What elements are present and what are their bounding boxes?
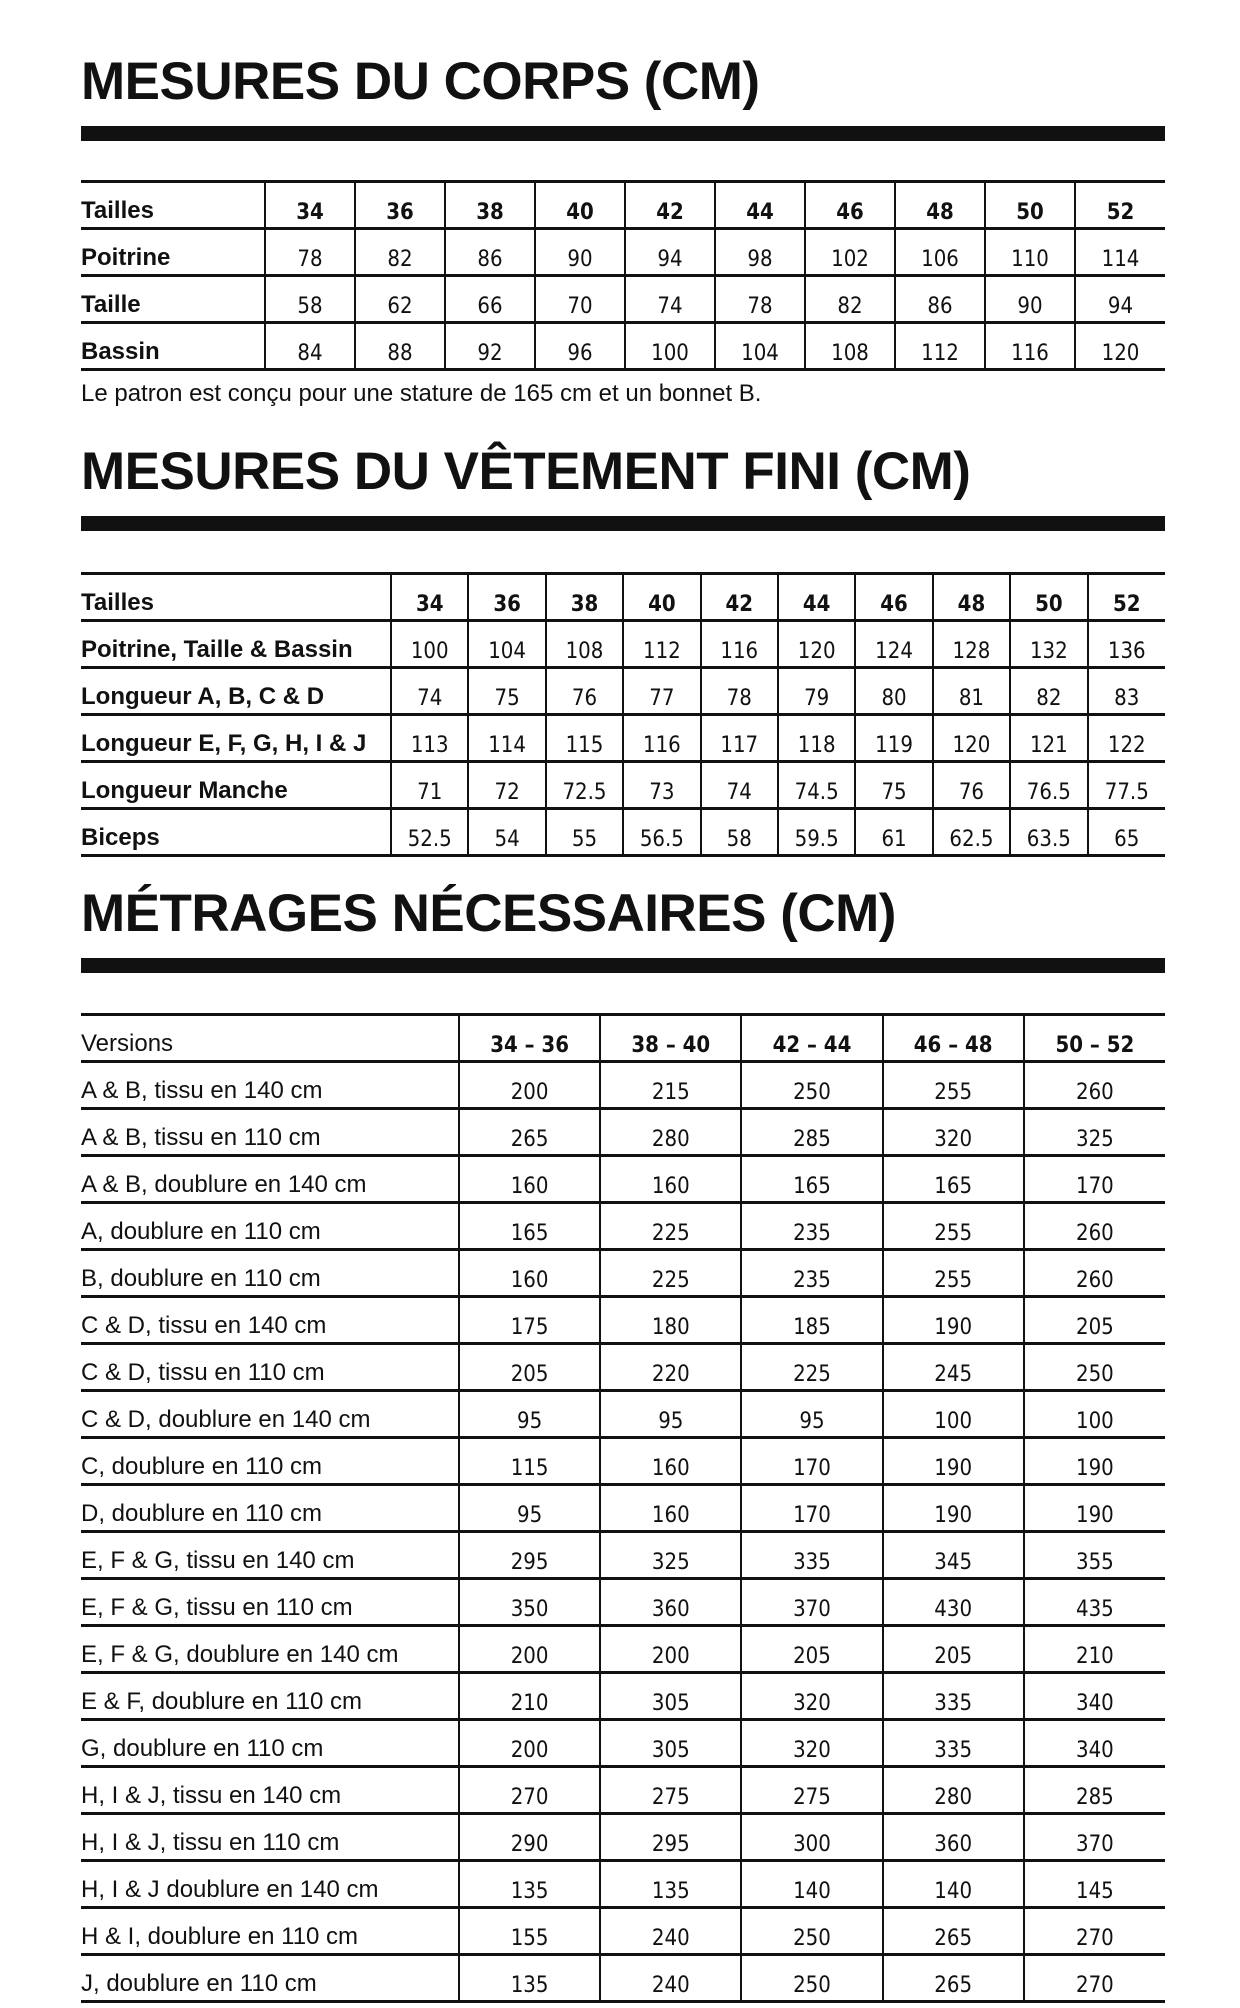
table-cell: 165 <box>459 1203 600 1250</box>
table-cell: 260 <box>1024 1203 1165 1250</box>
table-cell: 255 <box>883 1250 1024 1297</box>
yardage-rows <box>81 1015 1165 2002</box>
table-cell: 66 <box>445 276 535 323</box>
table-cell: 78 <box>715 276 805 323</box>
table-cell: 113 <box>391 715 468 762</box>
table-cell: 260 <box>1024 1062 1165 1109</box>
table-cell: 275 <box>600 1767 741 1814</box>
table-cell: 65 <box>1088 809 1165 856</box>
table-cell: 210 <box>459 1673 600 1720</box>
title-rule <box>81 126 1165 141</box>
table-cell: 102 <box>805 229 895 276</box>
table-cell: 320 <box>883 1109 1024 1156</box>
row-label: Longueur A, B, C & D <box>81 668 391 715</box>
table-cell: 119 <box>855 715 932 762</box>
yardage-table <box>81 1013 1165 2003</box>
table-cell: 72.5 <box>546 762 623 809</box>
table-cell: 108 <box>805 323 895 370</box>
table-cell: 128 <box>933 621 1010 668</box>
table-cell: 270 <box>1024 1955 1165 2002</box>
size-header-cell: 50 <box>1010 574 1087 621</box>
table-cell: 100 <box>883 1391 1024 1438</box>
table-row <box>81 1861 1165 1908</box>
table-cell: 275 <box>741 1767 882 1814</box>
table-cell: 175 <box>459 1297 600 1344</box>
size-header-cell: 36 <box>355 182 445 229</box>
row-label: Taille <box>81 276 265 323</box>
table-cell: 94 <box>1075 276 1165 323</box>
row-label: Longueur E, F, G, H, I & J <box>81 715 391 762</box>
table-cell: 74.5 <box>778 762 855 809</box>
size-header-cell: 50 <box>985 182 1075 229</box>
table-row <box>81 715 1165 762</box>
table-cell: 290 <box>459 1814 600 1861</box>
table-cell: 250 <box>741 1062 882 1109</box>
table-cell: 77 <box>623 668 700 715</box>
table-cell: 205 <box>883 1626 1024 1673</box>
table-cell: 355 <box>1024 1532 1165 1579</box>
table-cell: 71 <box>391 762 468 809</box>
table-cell: 335 <box>741 1532 882 1579</box>
row-label: H, I & J doublure en 140 cm <box>81 1861 459 1908</box>
table-cell: 117 <box>701 715 778 762</box>
table-cell: 120 <box>933 715 1010 762</box>
row-label: Poitrine <box>81 229 265 276</box>
table-cell: 104 <box>715 323 805 370</box>
table-cell: 280 <box>600 1109 741 1156</box>
table-cell: 136 <box>1088 621 1165 668</box>
row-label: E & F, doublure en 110 cm <box>81 1673 459 1720</box>
size-header-cell: 46 – 48 <box>883 1015 1024 1062</box>
row-label: A & B, tissu en 140 cm <box>81 1062 459 1109</box>
table-cell: 108 <box>546 621 623 668</box>
table-cell: 205 <box>1024 1297 1165 1344</box>
table-row <box>81 276 1165 323</box>
size-header-cell: 34 – 36 <box>459 1015 600 1062</box>
table-cell: 114 <box>468 715 545 762</box>
table-cell: 165 <box>883 1156 1024 1203</box>
table-cell: 100 <box>625 323 715 370</box>
table-cell: 55 <box>546 809 623 856</box>
table-cell: 285 <box>1024 1767 1165 1814</box>
table-cell: 135 <box>459 1861 600 1908</box>
table-cell: 120 <box>1075 323 1165 370</box>
table-cell: 95 <box>741 1391 882 1438</box>
table-cell: 116 <box>701 621 778 668</box>
row-label: Biceps <box>81 809 391 856</box>
table-cell: 270 <box>459 1767 600 1814</box>
table-cell: 76 <box>546 668 623 715</box>
size-header-cell: 48 <box>933 574 1010 621</box>
title-rule <box>81 958 1165 973</box>
table-cell: 340 <box>1024 1720 1165 1767</box>
table-cell: 205 <box>741 1626 882 1673</box>
body-measurements-rows <box>81 182 1165 370</box>
table-cell: 225 <box>741 1344 882 1391</box>
table-row <box>81 1814 1165 1861</box>
table-cell: 210 <box>1024 1626 1165 1673</box>
table-cell: 325 <box>600 1532 741 1579</box>
table-cell: 62.5 <box>933 809 1010 856</box>
body-measurements-table <box>81 180 1165 371</box>
table-row <box>81 323 1165 370</box>
table-cell: 360 <box>600 1579 741 1626</box>
table-cell: 265 <box>883 1955 1024 2002</box>
table-cell: 94 <box>625 229 715 276</box>
table-cell: 240 <box>600 1908 741 1955</box>
table-row <box>81 809 1165 856</box>
table-cell: 82 <box>1010 668 1087 715</box>
table-cell: 145 <box>1024 1861 1165 1908</box>
table-cell: 79 <box>778 668 855 715</box>
table-row <box>81 1579 1165 1626</box>
table-header-row <box>81 1015 1165 1062</box>
finished-measurements-rows <box>81 574 1165 856</box>
table-cell: 122 <box>1088 715 1165 762</box>
table-cell: 245 <box>883 1344 1024 1391</box>
table-row <box>81 1250 1165 1297</box>
table-cell: 104 <box>468 621 545 668</box>
table-cell: 135 <box>459 1955 600 2002</box>
row-label: Bassin <box>81 323 265 370</box>
table-cell: 110 <box>985 229 1075 276</box>
table-cell: 90 <box>985 276 1075 323</box>
row-label: Longueur Manche <box>81 762 391 809</box>
header-label: Versions <box>81 1015 459 1062</box>
size-header-cell: 50 – 52 <box>1024 1015 1165 1062</box>
table-cell: 170 <box>741 1438 882 1485</box>
table-cell: 70 <box>535 276 625 323</box>
row-label: H & I, doublure en 110 cm <box>81 1908 459 1955</box>
table-cell: 190 <box>883 1485 1024 1532</box>
table-cell: 61 <box>855 809 932 856</box>
size-header-cell: 52 <box>1088 574 1165 621</box>
table-cell: 305 <box>600 1720 741 1767</box>
table-cell: 78 <box>265 229 355 276</box>
table-cell: 81 <box>933 668 1010 715</box>
row-label: A & B, doublure en 140 cm <box>81 1156 459 1203</box>
table-cell: 115 <box>459 1438 600 1485</box>
size-header-cell: 44 <box>715 182 805 229</box>
row-label: E, F & G, tissu en 110 cm <box>81 1579 459 1626</box>
table-cell: 370 <box>1024 1814 1165 1861</box>
table-row <box>81 1720 1165 1767</box>
body-measurements-title: MESURES DU CORPS (CM) <box>81 52 760 111</box>
table-cell: 255 <box>883 1203 1024 1250</box>
table-cell: 59.5 <box>778 809 855 856</box>
table-cell: 121 <box>1010 715 1087 762</box>
table-cell: 75 <box>855 762 932 809</box>
table-cell: 83 <box>1088 668 1165 715</box>
table-cell: 320 <box>741 1720 882 1767</box>
table-row <box>81 229 1165 276</box>
table-cell: 180 <box>600 1297 741 1344</box>
table-cell: 76 <box>933 762 1010 809</box>
size-header-cell: 38 – 40 <box>600 1015 741 1062</box>
table-cell: 370 <box>741 1579 882 1626</box>
size-header-cell: 44 <box>778 574 855 621</box>
table-cell: 112 <box>623 621 700 668</box>
table-cell: 96 <box>535 323 625 370</box>
table-cell: 255 <box>883 1062 1024 1109</box>
table-cell: 73 <box>623 762 700 809</box>
table-cell: 90 <box>535 229 625 276</box>
table-cell: 74 <box>625 276 715 323</box>
table-row <box>81 621 1165 668</box>
row-label: E, F & G, doublure en 140 cm <box>81 1626 459 1673</box>
table-cell: 86 <box>445 229 535 276</box>
row-label: C & D, tissu en 140 cm <box>81 1297 459 1344</box>
table-cell: 160 <box>600 1156 741 1203</box>
table-cell: 295 <box>600 1814 741 1861</box>
row-label: A & B, tissu en 110 cm <box>81 1109 459 1156</box>
size-header-cell: 42 <box>625 182 715 229</box>
row-label: H, I & J, tissu en 110 cm <box>81 1814 459 1861</box>
header-label: Tailles <box>81 182 265 229</box>
table-cell: 335 <box>883 1720 1024 1767</box>
size-header-cell: 48 <box>895 182 985 229</box>
table-cell: 58 <box>701 809 778 856</box>
table-cell: 215 <box>600 1062 741 1109</box>
table-cell: 63.5 <box>1010 809 1087 856</box>
table-cell: 240 <box>600 1955 741 2002</box>
table-cell: 92 <box>445 323 535 370</box>
table-cell: 58 <box>265 276 355 323</box>
table-cell: 77.5 <box>1088 762 1165 809</box>
row-label: B, doublure en 110 cm <box>81 1250 459 1297</box>
table-cell: 54 <box>468 809 545 856</box>
table-cell: 285 <box>741 1109 882 1156</box>
table-cell: 250 <box>741 1955 882 2002</box>
row-label: E, F & G, tissu en 140 cm <box>81 1532 459 1579</box>
table-cell: 160 <box>600 1438 741 1485</box>
table-cell: 335 <box>883 1673 1024 1720</box>
table-cell: 82 <box>805 276 895 323</box>
table-cell: 112 <box>895 323 985 370</box>
table-cell: 430 <box>883 1579 1024 1626</box>
table-row <box>81 1109 1165 1156</box>
table-cell: 325 <box>1024 1109 1165 1156</box>
size-header-cell: 34 <box>391 574 468 621</box>
size-header-cell: 46 <box>805 182 895 229</box>
table-cell: 80 <box>855 668 932 715</box>
table-row <box>81 1673 1165 1720</box>
table-cell: 265 <box>459 1109 600 1156</box>
table-cell: 100 <box>1024 1391 1165 1438</box>
header-label: Tailles <box>81 574 391 621</box>
table-cell: 260 <box>1024 1250 1165 1297</box>
table-row <box>81 1438 1165 1485</box>
table-row <box>81 1344 1165 1391</box>
table-cell: 360 <box>883 1814 1024 1861</box>
table-cell: 124 <box>855 621 932 668</box>
table-cell: 72 <box>468 762 545 809</box>
table-cell: 118 <box>778 715 855 762</box>
table-cell: 100 <box>391 621 468 668</box>
table-cell: 76.5 <box>1010 762 1087 809</box>
table-cell: 170 <box>1024 1156 1165 1203</box>
size-header-cell: 34 <box>265 182 355 229</box>
table-cell: 78 <box>701 668 778 715</box>
table-cell: 98 <box>715 229 805 276</box>
size-header-cell: 38 <box>445 182 535 229</box>
table-cell: 320 <box>741 1673 882 1720</box>
table-cell: 190 <box>1024 1438 1165 1485</box>
row-label: C & D, doublure en 140 cm <box>81 1391 459 1438</box>
table-cell: 56.5 <box>623 809 700 856</box>
table-cell: 235 <box>741 1203 882 1250</box>
table-cell: 200 <box>459 1062 600 1109</box>
table-cell: 225 <box>600 1203 741 1250</box>
row-label: D, doublure en 110 cm <box>81 1485 459 1532</box>
table-cell: 205 <box>459 1344 600 1391</box>
row-label: J, doublure en 110 cm <box>81 1955 459 2002</box>
table-row <box>81 1203 1165 1250</box>
yardage-title: MÉTRAGES NÉCESSAIRES (CM) <box>81 884 896 943</box>
table-cell: 190 <box>883 1438 1024 1485</box>
table-cell: 115 <box>546 715 623 762</box>
table-row <box>81 1955 1165 2002</box>
table-header-row <box>81 574 1165 621</box>
table-cell: 95 <box>459 1391 600 1438</box>
table-cell: 140 <box>883 1861 1024 1908</box>
table-row <box>81 1156 1165 1203</box>
table-cell: 140 <box>741 1861 882 1908</box>
title-rule <box>81 516 1165 531</box>
table-cell: 170 <box>741 1485 882 1532</box>
size-header-cell: 38 <box>546 574 623 621</box>
table-cell: 185 <box>741 1297 882 1344</box>
table-cell: 95 <box>459 1485 600 1532</box>
table-cell: 220 <box>600 1344 741 1391</box>
size-header-cell: 36 <box>468 574 545 621</box>
table-cell: 200 <box>600 1626 741 1673</box>
table-cell: 190 <box>883 1297 1024 1344</box>
row-label: C, doublure en 110 cm <box>81 1438 459 1485</box>
table-cell: 82 <box>355 229 445 276</box>
table-cell: 84 <box>265 323 355 370</box>
table-cell: 235 <box>741 1250 882 1297</box>
table-cell: 114 <box>1075 229 1165 276</box>
table-cell: 160 <box>459 1156 600 1203</box>
row-label: H, I & J, tissu en 140 cm <box>81 1767 459 1814</box>
table-cell: 86 <box>895 276 985 323</box>
table-cell: 120 <box>778 621 855 668</box>
size-header-cell: 40 <box>535 182 625 229</box>
table-cell: 250 <box>741 1908 882 1955</box>
table-cell: 200 <box>459 1720 600 1767</box>
table-cell: 52.5 <box>391 809 468 856</box>
table-row <box>81 668 1165 715</box>
table-row <box>81 1532 1165 1579</box>
table-cell: 160 <box>600 1485 741 1532</box>
table-cell: 300 <box>741 1814 882 1861</box>
table-cell: 88 <box>355 323 445 370</box>
table-cell: 116 <box>985 323 1075 370</box>
table-cell: 75 <box>468 668 545 715</box>
table-cell: 345 <box>883 1532 1024 1579</box>
table-cell: 135 <box>600 1861 741 1908</box>
table-cell: 265 <box>883 1908 1024 1955</box>
size-header-cell: 52 <box>1075 182 1165 229</box>
finished-measurements-title: MESURES DU VÊTEMENT FINI (CM) <box>81 442 971 501</box>
row-label: Poitrine, Taille & Bassin <box>81 621 391 668</box>
table-cell: 305 <box>600 1673 741 1720</box>
table-cell: 270 <box>1024 1908 1165 1955</box>
table-cell: 250 <box>1024 1344 1165 1391</box>
table-row <box>81 1391 1165 1438</box>
table-cell: 62 <box>355 276 445 323</box>
table-cell: 116 <box>623 715 700 762</box>
table-row <box>81 1297 1165 1344</box>
table-cell: 435 <box>1024 1579 1165 1626</box>
finished-measurements-table <box>81 572 1165 857</box>
table-cell: 200 <box>459 1626 600 1673</box>
row-label: G, doublure en 110 cm <box>81 1720 459 1767</box>
table-cell: 165 <box>741 1156 882 1203</box>
table-row <box>81 1908 1165 1955</box>
table-cell: 95 <box>600 1391 741 1438</box>
table-cell: 340 <box>1024 1673 1165 1720</box>
table-row <box>81 1626 1165 1673</box>
table-cell: 106 <box>895 229 985 276</box>
pattern-note: Le patron est conçu pour une stature de 165 cm et un bonnet B. <box>81 380 762 407</box>
row-label: C & D, tissu en 110 cm <box>81 1344 459 1391</box>
size-header-cell: 42 – 44 <box>741 1015 882 1062</box>
table-cell: 155 <box>459 1908 600 1955</box>
table-cell: 225 <box>600 1250 741 1297</box>
table-row <box>81 1485 1165 1532</box>
table-cell: 74 <box>701 762 778 809</box>
size-header-cell: 46 <box>855 574 932 621</box>
table-cell: 280 <box>883 1767 1024 1814</box>
table-row <box>81 1062 1165 1109</box>
table-cell: 74 <box>391 668 468 715</box>
table-cell: 132 <box>1010 621 1087 668</box>
table-cell: 350 <box>459 1579 600 1626</box>
table-cell: 160 <box>459 1250 600 1297</box>
table-cell: 190 <box>1024 1485 1165 1532</box>
size-header-cell: 40 <box>623 574 700 621</box>
table-header-row <box>81 182 1165 229</box>
table-row <box>81 1767 1165 1814</box>
size-header-cell: 42 <box>701 574 778 621</box>
table-row <box>81 762 1165 809</box>
row-label: A, doublure en 110 cm <box>81 1203 459 1250</box>
table-cell: 295 <box>459 1532 600 1579</box>
